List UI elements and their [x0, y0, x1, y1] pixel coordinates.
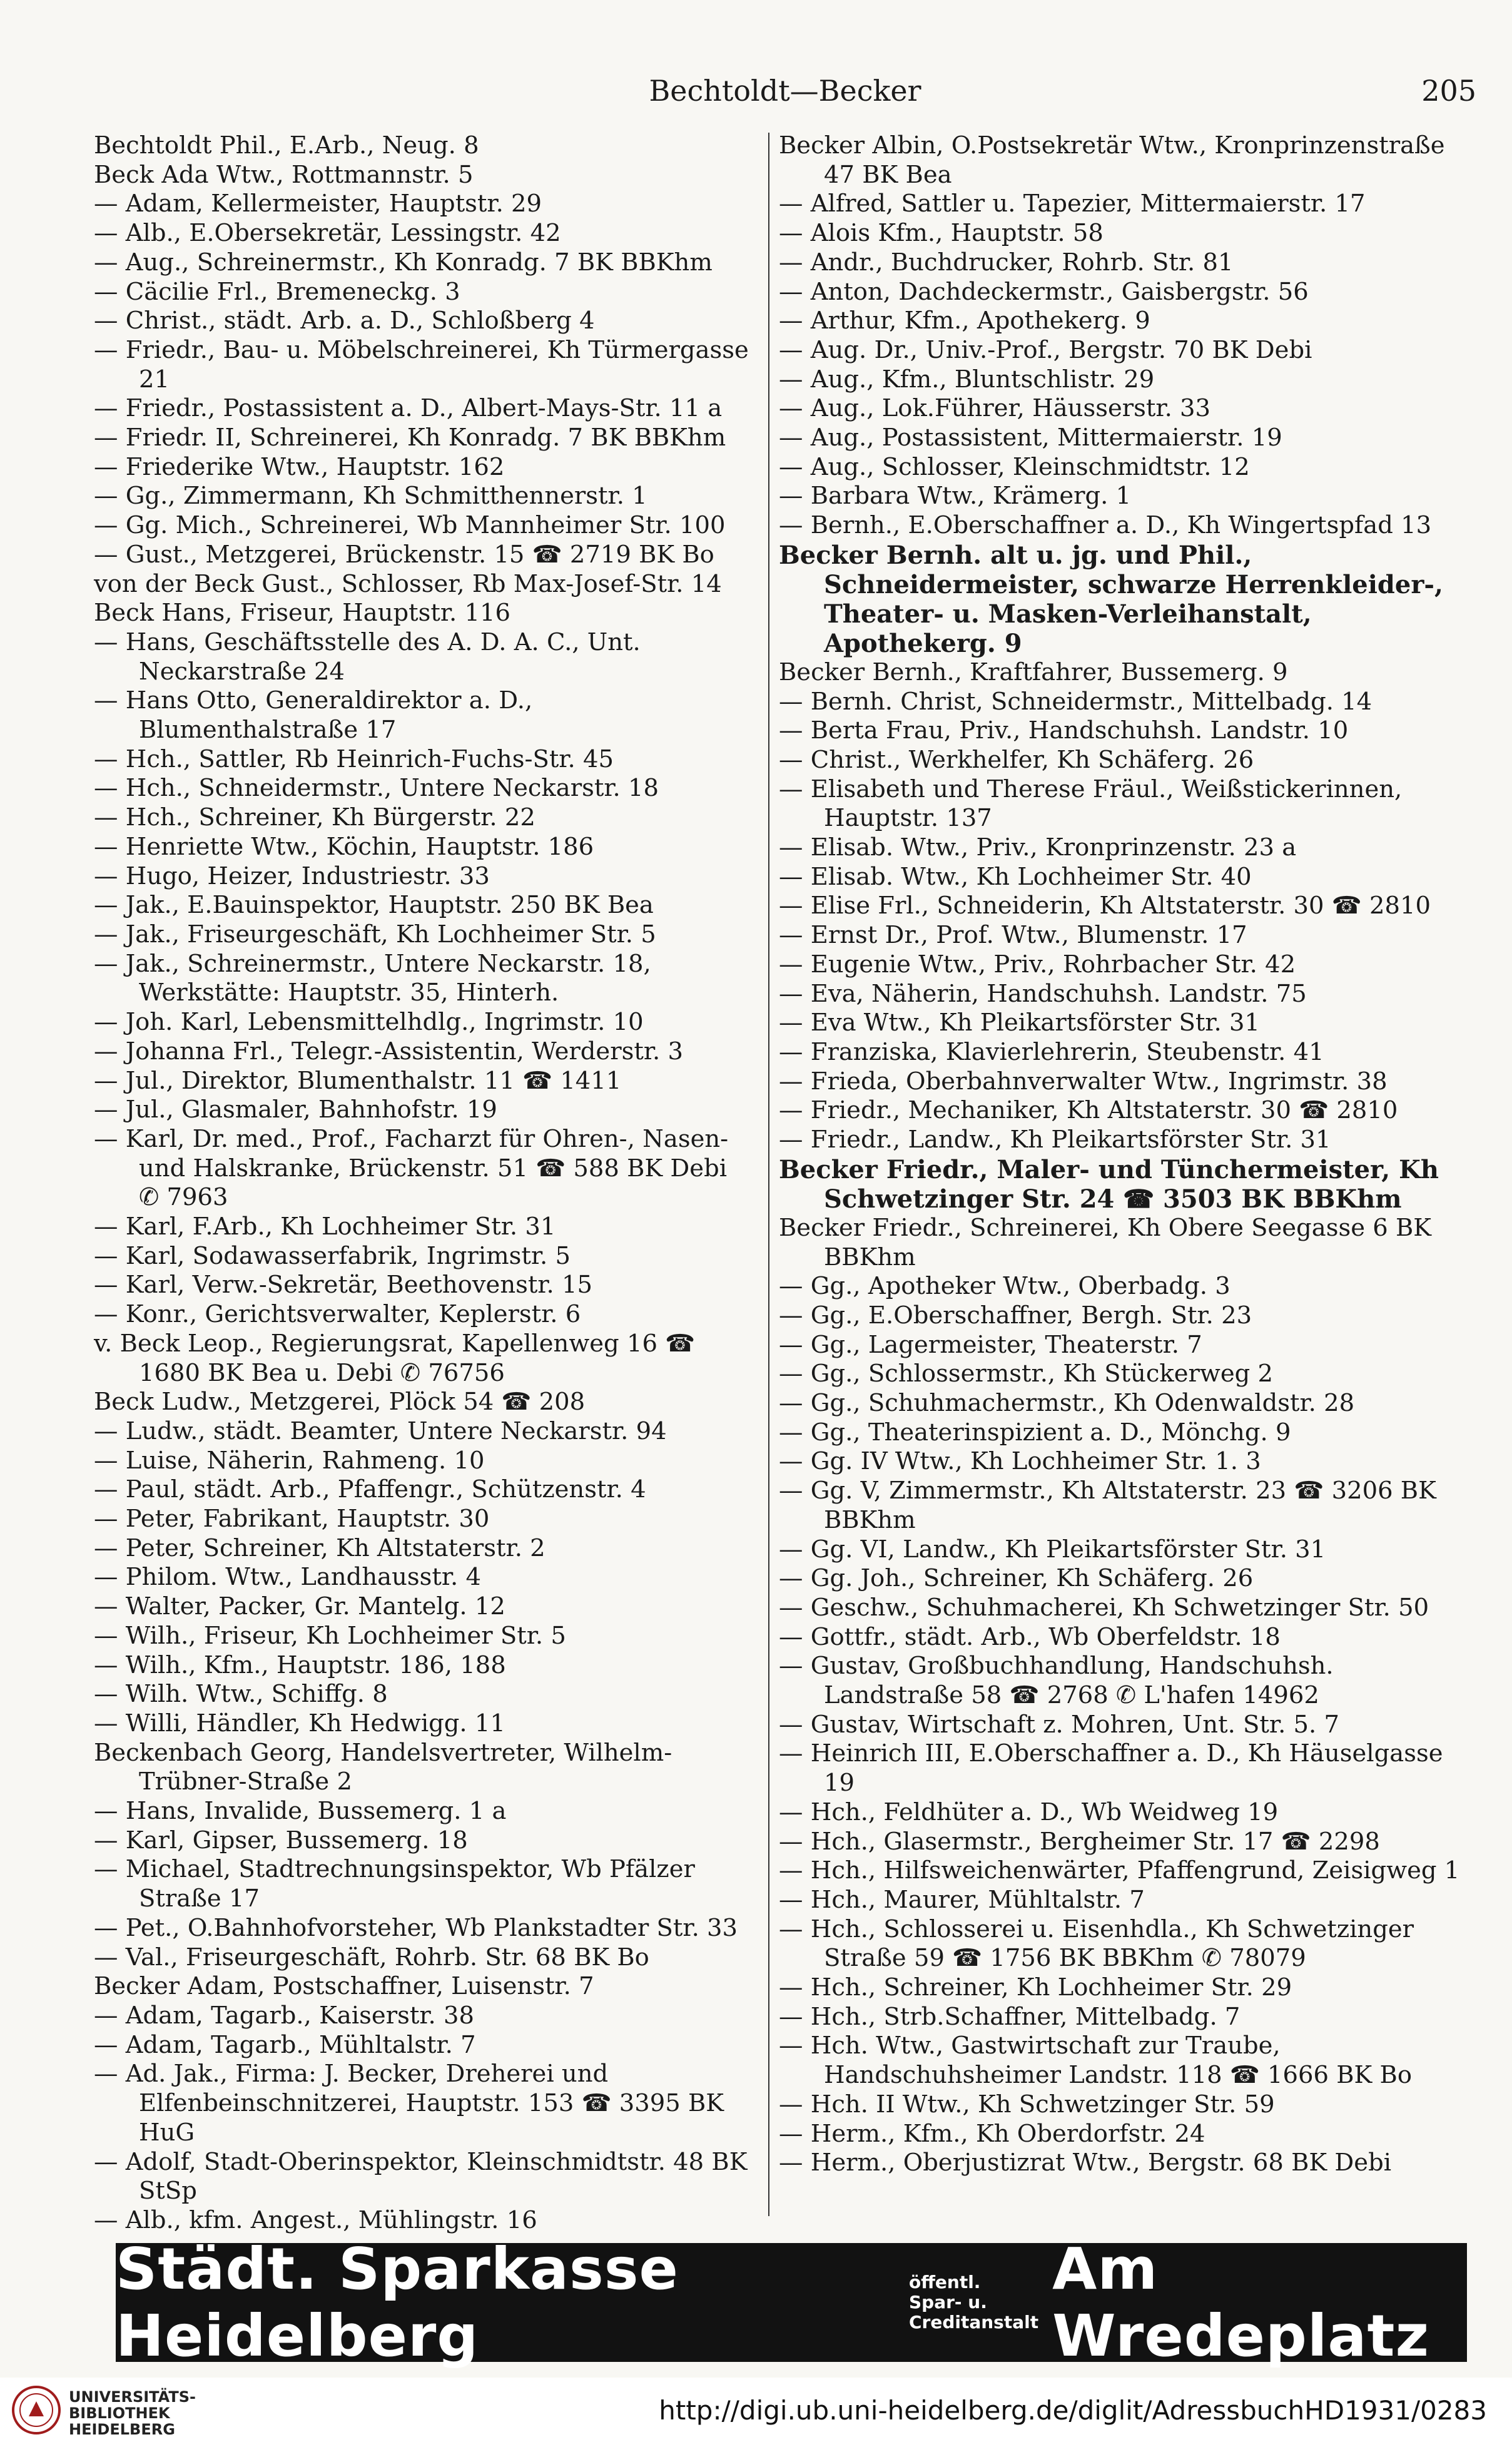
- directory-entry: — Aug., Kfm., Bluntschlistr. 29: [779, 365, 1155, 394]
- directory-entry: — Gg., Zimmermann, Kh Schmitthennerstr. 1: [94, 482, 647, 511]
- directory-entry: — Pet., O.Bahnhofvorsteher, Wb Plankstadter Str. 33: [94, 1913, 738, 1942]
- directory-entry: — Franziska, Klavierlehrerin, Steubenstr. 41: [779, 1037, 1324, 1066]
- advert-right-text: Am Wredeplatz: [1052, 2236, 1430, 2369]
- directory-entry: — Karl, Dr. med., Prof., Facharzt für Ohren-, Nasen- und Halskranke, Brückenstr. 51 ☎ 588 BK Debi ✆ 7963: [94, 1124, 729, 1212]
- directory-entry: — Berta Frau, Priv., Handschuhsh. Landstr. 10: [779, 716, 1349, 745]
- directory-entry: — Christ., Werkhelfer, Kh Schäferg. 26: [779, 745, 1254, 774]
- directory-entry: — Hch., Feldhüter a. D., Wb Weidweg 19: [779, 1798, 1279, 1826]
- directory-entry: — Christ., städt. Arb. a. D., Schloßberg 4: [94, 307, 595, 335]
- directory-entry: — Aug., Postassistent, Mittermaierstr. 19: [779, 424, 1282, 452]
- directory-entry: Beck Ludw., Metzgerei, Plöck 54 ☎ 208: [94, 1388, 586, 1417]
- left-column: [94, 131, 751, 2236]
- directory-entry: — Herm., Kfm., Kh Oberdorfstr. 24: [779, 2119, 1205, 2148]
- directory-entry: — Ernst Dr., Prof. Wtw., Blumenstr. 17: [779, 921, 1247, 950]
- directory-entry: — Friedr. II, Schreinerei, Kh Konradg. 7 BK BBKhm: [94, 424, 726, 452]
- directory-entry: — Luise, Näherin, Rahmeng. 10: [94, 1446, 485, 1475]
- directory-entry: — Barbara Wtw., Krämerg. 1: [779, 482, 1132, 511]
- library-name: [69, 2389, 196, 2438]
- directory-entry: — Friedr., Bau- u. Möbelschreinerei, Kh Türmergasse 21: [94, 335, 749, 394]
- directory-entry: Becker Albin, O.Postsekretär Wtw., Kronprinzenstraße 47 BK Bea: [779, 131, 1445, 189]
- right-column: [779, 131, 1464, 2178]
- directory-entry: — Hch., Maurer, Mühltalstr. 7: [779, 1885, 1145, 1914]
- directory-entry: — Gg. Joh., Schreiner, Kh Schäferg. 26: [779, 1564, 1254, 1593]
- university-library-logo-icon: [11, 2385, 61, 2435]
- directory-entry: — Gustav, Wirtschaft z. Mohren, Unt. Str. 5. 7: [779, 1710, 1340, 1739]
- directory-entry: Becker Adam, Postschaffner, Luisenstr. 7: [94, 1972, 594, 2001]
- directory-entry: — Ludw., städt. Beamter, Untere Neckarstr. 94: [94, 1417, 667, 1445]
- library-line-3: HEIDELBERG: [69, 2421, 175, 2438]
- directory-entry: — Aug., Schreinermstr., Kh Konradg. 7 BK BBKhm: [94, 248, 713, 277]
- directory-entry: — Elisab. Wtw., Kh Lochheimer Str. 40: [779, 862, 1252, 891]
- directory-entry: — Herm., Oberjustizrat Wtw., Bergstr. 68 BK Debi: [779, 2149, 1392, 2177]
- library-line-1: UNIVERSITÄTS-: [69, 2388, 196, 2406]
- directory-entry: — Gg., Schuhmachermstr., Kh Odenwaldstr. 28: [779, 1389, 1355, 1418]
- directory-entry: — Gg. IV Wtw., Kh Lochheimer Str. 1. 3: [779, 1447, 1261, 1476]
- directory-entry: — Hch., Schreiner, Kh Bürgerstr. 22: [94, 803, 535, 832]
- directory-entry: — Gust., Metzgerei, Brückenstr. 15 ☎ 2719 BK Bo: [94, 540, 714, 569]
- directory-entry: — Karl, Verw.-Sekretär, Beethovenstr. 15: [94, 1271, 592, 1300]
- directory-entry: — Karl, F.Arb., Kh Lochheimer Str. 31: [94, 1213, 556, 1241]
- sparkasse-advert: [116, 2236, 1467, 2369]
- directory-entry: — Gg. V, Zimmermstr., Kh Altstaterstr. 23 ☎ 3206 BK BBKhm: [779, 1477, 1436, 1534]
- directory-entry: — Elise Frl., Schneiderin, Kh Altstaterstr. 30 ☎ 2810: [779, 892, 1431, 920]
- directory-entry: — Alois Kfm., Hauptstr. 58: [779, 219, 1104, 248]
- directory-entry: — Willi, Händler, Kh Hedwigg. 11: [94, 1709, 505, 1737]
- advert-left-text: Städt. Sparkasse Heidelberg: [116, 2236, 679, 2369]
- column-divider: [768, 133, 769, 2216]
- directory-entry: — Hch. Wtw., Gastwirtschaft zur Traube, Handschuhsheimer Landstr. 118 ☎ 1666 BK Bo: [779, 2032, 1412, 2090]
- source-url-link[interactable]: http://digi.ub.uni-heidelberg.de/diglit/AdressbuchHD1931/0283: [659, 2395, 1487, 2426]
- directory-entry: — Aug., Lok.Führer, Häusserstr. 33: [779, 394, 1211, 423]
- directory-entry: — Jul., Direktor, Blumenthalstr. 11 ☎ 1411: [94, 1066, 622, 1095]
- directory-entry: von der Beck Gust., Schlosser, Rb Max-Josef-Str. 14: [94, 569, 722, 598]
- directory-entry: — Hch., Schreiner, Kh Lochheimer Str. 29: [779, 1973, 1292, 2002]
- directory-entry: — Johanna Frl., Telegr.-Assistentin, Werderstr. 3: [94, 1037, 683, 1066]
- directory-entry: — Jak., Friseurgeschäft, Kh Lochheimer Str. 5: [94, 920, 656, 949]
- page-title: Bechtoldt—Becker: [649, 74, 921, 108]
- directory-entry: Beckenbach Georg, Handelsvertreter, Wilhelm-Trübner-Straße 2: [94, 1738, 672, 1796]
- directory-entry: — Friedr., Postassistent a. D., Albert-Mays-Str. 11 a: [94, 394, 723, 423]
- directory-entry: — Adam, Tagarb., Mühltalstr. 7: [94, 2030, 476, 2059]
- directory-entry: — Gg., Lagermeister, Theaterstr. 7: [779, 1330, 1202, 1359]
- directory-entry: — Henriette Wtw., Köchin, Hauptstr. 186: [94, 832, 594, 861]
- directory-entry: — Jak., E.Bauinspektor, Hauptstr. 250 BK Bea: [94, 891, 654, 920]
- directory-entry: — Heinrich III, E.Oberschaffner a. D., Kh Häuselgasse 19: [779, 1739, 1443, 1798]
- directory-entry: — Gg., Apotheker Wtw., Oberbadg. 3: [779, 1272, 1230, 1301]
- advert-small-line2: Creditanstalt: [908, 2312, 1039, 2333]
- directory-entry: — Eva Wtw., Kh Pleikartsförster Str. 31: [779, 1009, 1260, 1037]
- directory-entry: — Gg., Theaterinspizient a. D., Mönchg. 9: [779, 1418, 1291, 1447]
- directory-entry: — Aug. Dr., Univ.-Prof., Bergstr. 70 BK Debi: [779, 335, 1312, 364]
- directory-entry: — Adam, Kellermeister, Hauptstr. 29: [94, 190, 542, 218]
- directory-entry: — Hch., Schlosserei u. Eisenhdla., Kh Schwetzinger Straße 59 ☎ 1756 BK BBKhm ✆ 78079: [779, 1915, 1414, 1973]
- directory-entry: — Friederike Wtw., Hauptstr. 162: [94, 452, 505, 481]
- directory-entry: — Friedr., Mechaniker, Kh Altstaterstr. 30 ☎ 2810: [779, 1096, 1398, 1125]
- directory-entry: — Ad. Jak., Firma: J. Becker, Dreherei und Elfenbeinschnitzerei, Hauptstr. 153 ☎ 3395 BK HuG: [94, 2060, 724, 2147]
- directory-entry: — Elisabeth und Therese Fräul., Weißstickerinnen, Hauptstr. 137: [779, 775, 1403, 833]
- directory-entry: — Alb., E.Obersekretär, Lessingstr. 42: [94, 219, 561, 248]
- directory-entry: — Peter, Fabrikant, Hauptstr. 30: [94, 1505, 490, 1534]
- directory-entry: — Friedr., Landw., Kh Pleikartsförster Str. 31: [779, 1126, 1331, 1154]
- library-footer: [0, 2378, 1512, 2447]
- directory-entry: — Peter, Schreiner, Kh Altstaterstr. 2: [94, 1534, 545, 1562]
- directory-entry: — Joh. Karl, Lebensmittelhdlg., Ingrimstr. 10: [94, 1008, 644, 1037]
- directory-entry: — Val., Friseurgeschäft, Rohrb. Str. 68 BK Bo: [94, 1943, 649, 1971]
- directory-entry: — Alfred, Sattler u. Tapezier, Mittermaierstr. 17: [779, 190, 1366, 218]
- advert-small-text: [909, 2272, 1038, 2333]
- directory-entry: — Elisab. Wtw., Priv., Kronprinzenstr. 23 a: [779, 833, 1297, 862]
- directory-entry: Beck Hans, Friseur, Hauptstr. 116: [94, 599, 510, 628]
- directory-entry: v. Beck Leop., Regierungsrat, Kapellenweg 16 ☎ 1680 BK Bea u. Debi ✆ 76756: [94, 1329, 696, 1387]
- directory-entry: — Eva, Näherin, Handschuhsh. Landstr. 75: [779, 979, 1307, 1008]
- directory-entry: — Jul., Glasmaler, Bahnhofstr. 19: [94, 1096, 497, 1124]
- directory-entry: — Andr., Buchdrucker, Rohrb. Str. 81: [779, 248, 1234, 277]
- directory-entry: Becker Friedr., Schreinerei, Kh Obere Seegasse 6 BK BBKhm: [779, 1213, 1432, 1271]
- directory-entry: — Gottfr., städt. Arb., Wb Oberfeldstr. 18: [779, 1622, 1281, 1651]
- advert-small-line1: öffentl. Spar- u.: [908, 2272, 987, 2312]
- directory-entry: — Karl, Sodawasserfabrik, Ingrimstr. 5: [94, 1241, 571, 1270]
- directory-entry: Beck Ada Wtw., Rottmannstr. 5: [94, 160, 474, 189]
- directory-entry: — Hans Otto, Generaldirektor a. D., Blumenthalstraße 17: [94, 686, 533, 745]
- directory-entry: — Philom. Wtw., Landhausstr. 4: [94, 1563, 482, 1592]
- directory-entry: — Hch., Sattler, Rb Heinrich-Fuchs-Str. 45: [94, 745, 614, 773]
- directory-entry: — Eugenie Wtw., Priv., Rohrbacher Str. 42: [779, 950, 1296, 979]
- directory-entry: — Wilh., Friseur, Kh Lochheimer Str. 5: [94, 1621, 566, 1650]
- directory-entry: — Adolf, Stadt-Oberinspektor, Kleinschmidtstr. 48 BK StSp: [94, 2147, 748, 2205]
- directory-entry: — Gg. Mich., Schreinerei, Wb Mannheimer Str. 100: [94, 511, 726, 540]
- directory-entry: — Adam, Tagarb., Kaiserstr. 38: [94, 2002, 474, 2030]
- directory-entry: — Hans, Geschäftsstelle des A. D. A. C., Unt. Neckarstraße 24: [94, 628, 641, 686]
- directory-entry: — Frieda, Oberbahnverwalter Wtw., Ingrimstr. 38: [779, 1067, 1388, 1096]
- directory-entry: Bechtoldt Phil., E.Arb., Neug. 8: [94, 131, 479, 160]
- directory-entry: — Hch., Schneidermstr., Untere Neckarstr. 18: [94, 774, 659, 803]
- directory-entry-advert: Becker Friedr., Maler- und Tünchermeister, Kh Schwetzinger Str. 24 ☎ 3503 BK BBKhm: [779, 1154, 1439, 1214]
- directory-entry: — Hch., Hilfsweichenwärter, Pfaffengrund, Zeisigweg 1: [779, 1856, 1460, 1885]
- directory-entry: — Hugo, Heizer, Industriestr. 33: [94, 862, 490, 890]
- directory-entry: — Wilh. Wtw., Schiffg. 8: [94, 1680, 388, 1709]
- directory-entry: — Hch. II Wtw., Kh Schwetzinger Str. 59: [779, 2090, 1275, 2119]
- directory-entry: — Hch., Strb.Schaffner, Mittelbadg. 7: [779, 2002, 1241, 2031]
- directory-entry: — Anton, Dachdeckermstr., Gaisbergstr. 56: [779, 277, 1309, 306]
- directory-entry: — Gustav, Großbuchhandlung, Handschuhsh. Landstraße 58 ☎ 2768 ✆ L'hafen 14962: [779, 1652, 1334, 1710]
- library-line-2: BIBLIOTHEK: [69, 2404, 170, 2422]
- directory-entry: — Hch., Glasermstr., Bergheimer Str. 17 ☎ 2298: [779, 1827, 1380, 1856]
- directory-entry: — Michael, Stadtrechnungsinspektor, Wb Pfälzer Straße 17: [94, 1855, 695, 1913]
- directory-entry: — Gg., Schlossermstr., Kh Stückerweg 2: [779, 1360, 1274, 1388]
- directory-entry: — Hans, Invalide, Bussemerg. 1 a: [94, 1797, 507, 1826]
- directory-entry: — Jak., Schreinermstr., Untere Neckarstr. 18, Werkstätte: Hauptstr. 35, Hinterh.: [94, 949, 651, 1007]
- directory-entry: Becker Bernh., Kraftfahrer, Bussemerg. 9: [779, 658, 1288, 686]
- page-number: 205: [1421, 74, 1476, 108]
- directory-entry: — Arthur, Kfm., Apothekerg. 9: [779, 307, 1150, 335]
- directory-entry: — Bernh. Christ, Schneidermstr., Mittelbadg. 14: [779, 687, 1372, 716]
- directory-entry: — Alb., kfm. Angest., Mühlingstr. 16: [94, 2205, 537, 2234]
- directory-entry: — Cäcilie Frl., Bremeneckg. 3: [94, 277, 460, 306]
- directory-entry: — Gg. VI, Landw., Kh Pleikartsförster Str. 31: [779, 1535, 1326, 1564]
- directory-entry: — Konr., Gerichtsverwalter, Keplerstr. 6: [94, 1300, 581, 1329]
- directory-entry-advert: Becker Bernh. alt u. jg. und Phil., Schneidermeister, schwarze Herrenkleider-, Theater- u. Masken-Verleihanstalt, Apothekerg. 9: [779, 540, 1443, 658]
- directory-entry: — Geschw., Schuhmacherei, Kh Schwetzinger Str. 50: [779, 1593, 1429, 1622]
- directory-entry: — Paul, städt. Arb., Pfaffengr., Schützenstr. 4: [94, 1475, 646, 1504]
- page-header: [94, 74, 1476, 124]
- directory-entry: — Wilh., Kfm., Hauptstr. 186, 188: [94, 1651, 506, 1679]
- directory-entry: — Bernh., E.Oberschaffner a. D., Kh Wingertspfad 13: [779, 511, 1432, 540]
- directory-entry: — Walter, Packer, Gr. Mantelg. 12: [94, 1592, 505, 1621]
- directory-entry: — Gg., E.Oberschaffner, Bergh. Str. 23: [779, 1301, 1252, 1330]
- directory-entry: — Aug., Schlosser, Kleinschmidtstr. 12: [779, 452, 1250, 481]
- directory-entry: — Karl, Gipser, Bussemerg. 18: [94, 1826, 468, 1854]
